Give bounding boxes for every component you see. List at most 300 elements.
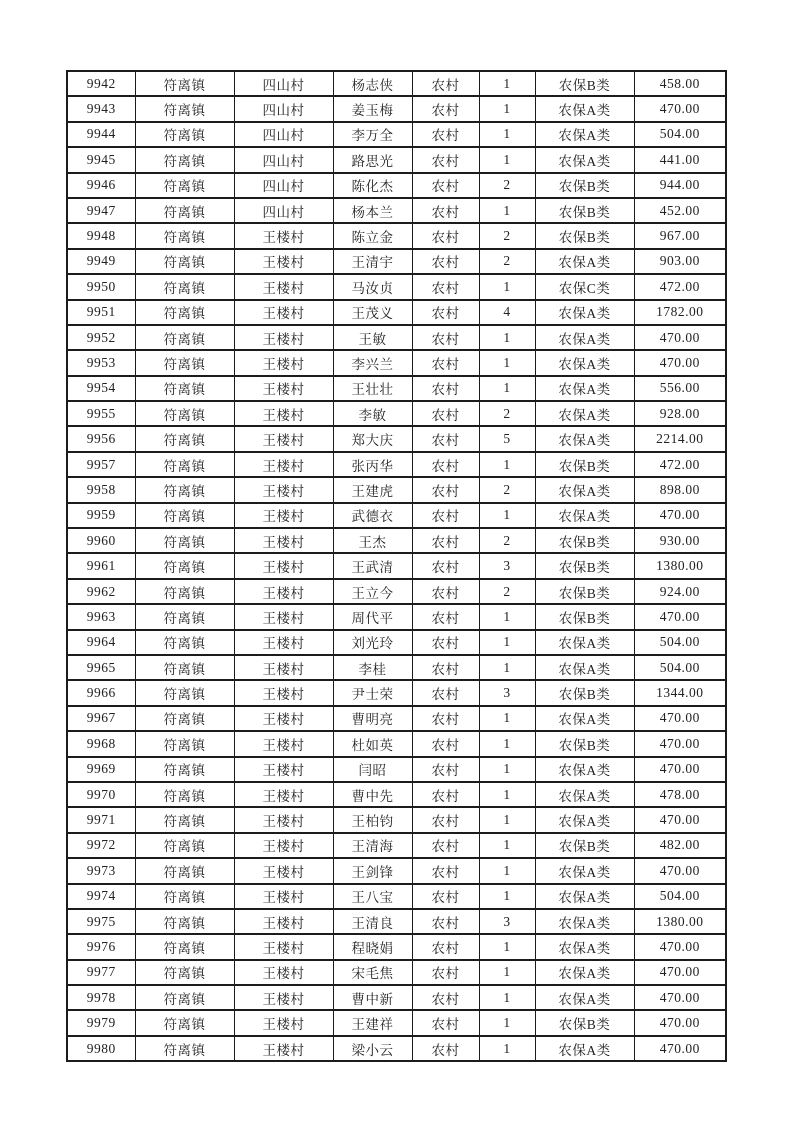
cell-amount: 470.00 bbox=[634, 1036, 726, 1061]
cell-insurance-category: 农保A类 bbox=[535, 757, 634, 782]
cell-residence-type: 农村 bbox=[412, 884, 479, 909]
cell-village: 王楼村 bbox=[234, 376, 333, 401]
cell-person-count: 1 bbox=[479, 325, 535, 350]
cell-person-count: 1 bbox=[479, 985, 535, 1010]
cell-record-number: 9945 bbox=[67, 147, 135, 172]
cell-insurance-category: 农保A类 bbox=[535, 934, 634, 959]
cell-person-name: 李敏 bbox=[333, 401, 412, 426]
cell-person-count: 1 bbox=[479, 757, 535, 782]
cell-insurance-category: 农保A类 bbox=[535, 1036, 634, 1061]
cell-person-count: 1 bbox=[479, 934, 535, 959]
cell-insurance-category: 农保B类 bbox=[535, 528, 634, 553]
cell-person-name: 王清宇 bbox=[333, 249, 412, 274]
cell-record-number: 9964 bbox=[67, 630, 135, 655]
cell-record-number: 9952 bbox=[67, 325, 135, 350]
cell-residence-type: 农村 bbox=[412, 604, 479, 629]
cell-insurance-category: 农保A类 bbox=[535, 96, 634, 121]
cell-village: 王楼村 bbox=[234, 985, 333, 1010]
cell-insurance-category: 农保A类 bbox=[535, 909, 634, 934]
table-row bbox=[67, 1036, 726, 1061]
table-row bbox=[67, 350, 726, 375]
cell-town: 符离镇 bbox=[135, 528, 234, 553]
cell-amount: 472.00 bbox=[634, 274, 726, 299]
cell-insurance-category: 农保A类 bbox=[535, 325, 634, 350]
cell-insurance-category: 农保A类 bbox=[535, 249, 634, 274]
cell-person-count: 1 bbox=[479, 630, 535, 655]
table-row bbox=[67, 249, 726, 274]
table-row bbox=[67, 426, 726, 451]
cell-amount: 478.00 bbox=[634, 782, 726, 807]
cell-amount: 470.00 bbox=[634, 325, 726, 350]
cell-residence-type: 农村 bbox=[412, 401, 479, 426]
cell-residence-type: 农村 bbox=[412, 934, 479, 959]
cell-amount: 504.00 bbox=[634, 884, 726, 909]
cell-person-count: 1 bbox=[479, 782, 535, 807]
cell-person-name: 路思光 bbox=[333, 147, 412, 172]
cell-person-count: 5 bbox=[479, 426, 535, 451]
cell-residence-type: 农村 bbox=[412, 782, 479, 807]
table-row bbox=[67, 503, 726, 528]
cell-insurance-category: 农保B类 bbox=[535, 680, 634, 705]
table-row bbox=[67, 630, 726, 655]
cell-record-number: 9961 bbox=[67, 553, 135, 578]
cell-residence-type: 农村 bbox=[412, 680, 479, 705]
cell-village: 王楼村 bbox=[234, 401, 333, 426]
cell-record-number: 9968 bbox=[67, 731, 135, 756]
cell-record-number: 9947 bbox=[67, 198, 135, 223]
cell-village: 王楼村 bbox=[234, 757, 333, 782]
cell-person-count: 2 bbox=[479, 579, 535, 604]
cell-town: 符离镇 bbox=[135, 934, 234, 959]
table-row bbox=[67, 147, 726, 172]
cell-insurance-category: 农保A类 bbox=[535, 503, 634, 528]
cell-village: 王楼村 bbox=[234, 731, 333, 756]
cell-residence-type: 农村 bbox=[412, 630, 479, 655]
cell-record-number: 9970 bbox=[67, 782, 135, 807]
cell-record-number: 9953 bbox=[67, 350, 135, 375]
cell-person-name: 王武清 bbox=[333, 553, 412, 578]
cell-residence-type: 农村 bbox=[412, 503, 479, 528]
cell-record-number: 9966 bbox=[67, 680, 135, 705]
cell-person-name: 郑大庆 bbox=[333, 426, 412, 451]
cell-insurance-category: 农保B类 bbox=[535, 731, 634, 756]
cell-amount: 470.00 bbox=[634, 807, 726, 832]
cell-town: 符离镇 bbox=[135, 122, 234, 147]
cell-record-number: 9959 bbox=[67, 503, 135, 528]
cell-residence-type: 农村 bbox=[412, 325, 479, 350]
cell-amount: 470.00 bbox=[634, 350, 726, 375]
cell-village: 王楼村 bbox=[234, 579, 333, 604]
table-row bbox=[67, 807, 726, 832]
table-row bbox=[67, 274, 726, 299]
cell-town: 符离镇 bbox=[135, 300, 234, 325]
cell-person-name: 李万全 bbox=[333, 122, 412, 147]
cell-residence-type: 农村 bbox=[412, 1036, 479, 1061]
table-row bbox=[67, 706, 726, 731]
cell-insurance-category: 农保A类 bbox=[535, 706, 634, 731]
cell-insurance-category: 农保B类 bbox=[535, 553, 634, 578]
cell-person-count: 2 bbox=[479, 401, 535, 426]
cell-village: 王楼村 bbox=[234, 934, 333, 959]
cell-person-name: 王敏 bbox=[333, 325, 412, 350]
cell-village: 王楼村 bbox=[234, 884, 333, 909]
cell-person-count: 2 bbox=[479, 173, 535, 198]
cell-amount: 504.00 bbox=[634, 655, 726, 680]
cell-person-name: 王清良 bbox=[333, 909, 412, 934]
cell-village: 四山村 bbox=[234, 122, 333, 147]
cell-residence-type: 农村 bbox=[412, 909, 479, 934]
cell-record-number: 9980 bbox=[67, 1036, 135, 1061]
cell-amount: 441.00 bbox=[634, 147, 726, 172]
cell-record-number: 9963 bbox=[67, 604, 135, 629]
cell-amount: 470.00 bbox=[634, 858, 726, 883]
table-row bbox=[67, 934, 726, 959]
cell-amount: 903.00 bbox=[634, 249, 726, 274]
table-row bbox=[67, 528, 726, 553]
cell-town: 符离镇 bbox=[135, 757, 234, 782]
cell-village: 四山村 bbox=[234, 173, 333, 198]
cell-village: 王楼村 bbox=[234, 503, 333, 528]
cell-person-count: 1 bbox=[479, 350, 535, 375]
cell-town: 符离镇 bbox=[135, 630, 234, 655]
cell-town: 符离镇 bbox=[135, 376, 234, 401]
cell-residence-type: 农村 bbox=[412, 274, 479, 299]
cell-insurance-category: 农保B类 bbox=[535, 198, 634, 223]
cell-record-number: 9978 bbox=[67, 985, 135, 1010]
cell-person-count: 2 bbox=[479, 249, 535, 274]
cell-village: 王楼村 bbox=[234, 223, 333, 248]
cell-residence-type: 农村 bbox=[412, 757, 479, 782]
cell-town: 符离镇 bbox=[135, 147, 234, 172]
cell-amount: 504.00 bbox=[634, 630, 726, 655]
cell-village: 王楼村 bbox=[234, 604, 333, 629]
cell-amount: 967.00 bbox=[634, 223, 726, 248]
cell-person-name: 马汝贞 bbox=[333, 274, 412, 299]
cell-person-name: 王建虎 bbox=[333, 477, 412, 502]
cell-insurance-category: 农保A类 bbox=[535, 884, 634, 909]
table-row bbox=[67, 553, 726, 578]
cell-person-count: 1 bbox=[479, 147, 535, 172]
cell-village: 四山村 bbox=[234, 198, 333, 223]
cell-town: 符离镇 bbox=[135, 833, 234, 858]
cell-amount: 458.00 bbox=[634, 71, 726, 96]
table-row bbox=[67, 452, 726, 477]
cell-village: 王楼村 bbox=[234, 655, 333, 680]
cell-record-number: 9960 bbox=[67, 528, 135, 553]
cell-insurance-category: 农保A类 bbox=[535, 147, 634, 172]
cell-record-number: 9979 bbox=[67, 1010, 135, 1035]
table-row bbox=[67, 223, 726, 248]
table-row bbox=[67, 655, 726, 680]
cell-town: 符离镇 bbox=[135, 350, 234, 375]
cell-person-name: 李桂 bbox=[333, 655, 412, 680]
cell-insurance-category: 农保A类 bbox=[535, 426, 634, 451]
cell-insurance-category: 农保B类 bbox=[535, 71, 634, 96]
cell-record-number: 9949 bbox=[67, 249, 135, 274]
cell-amount: 452.00 bbox=[634, 198, 726, 223]
cell-town: 符离镇 bbox=[135, 223, 234, 248]
cell-person-count: 1 bbox=[479, 71, 535, 96]
pension-roster-table bbox=[66, 70, 727, 1062]
cell-insurance-category: 农保B类 bbox=[535, 604, 634, 629]
cell-insurance-category: 农保A类 bbox=[535, 985, 634, 1010]
cell-person-name: 杜如英 bbox=[333, 731, 412, 756]
cell-town: 符离镇 bbox=[135, 884, 234, 909]
cell-town: 符离镇 bbox=[135, 858, 234, 883]
cell-person-name: 宋毛焦 bbox=[333, 960, 412, 985]
cell-person-count: 2 bbox=[479, 528, 535, 553]
cell-record-number: 9977 bbox=[67, 960, 135, 985]
cell-village: 王楼村 bbox=[234, 833, 333, 858]
table-row bbox=[67, 858, 726, 883]
table-row bbox=[67, 477, 726, 502]
cell-village: 王楼村 bbox=[234, 553, 333, 578]
cell-record-number: 9950 bbox=[67, 274, 135, 299]
cell-person-name: 武德衣 bbox=[333, 503, 412, 528]
cell-record-number: 9948 bbox=[67, 223, 135, 248]
cell-village: 王楼村 bbox=[234, 706, 333, 731]
cell-village: 王楼村 bbox=[234, 1036, 333, 1061]
cell-village: 王楼村 bbox=[234, 426, 333, 451]
cell-amount: 470.00 bbox=[634, 503, 726, 528]
cell-residence-type: 农村 bbox=[412, 300, 479, 325]
cell-village: 王楼村 bbox=[234, 960, 333, 985]
cell-record-number: 9958 bbox=[67, 477, 135, 502]
cell-insurance-category: 农保A类 bbox=[535, 807, 634, 832]
cell-insurance-category: 农保B类 bbox=[535, 833, 634, 858]
cell-person-count: 1 bbox=[479, 884, 535, 909]
cell-town: 符离镇 bbox=[135, 503, 234, 528]
cell-amount: 472.00 bbox=[634, 452, 726, 477]
cell-insurance-category: 农保B类 bbox=[535, 173, 634, 198]
cell-person-name: 张丙华 bbox=[333, 452, 412, 477]
cell-town: 符离镇 bbox=[135, 655, 234, 680]
cell-residence-type: 农村 bbox=[412, 71, 479, 96]
table-row bbox=[67, 173, 726, 198]
cell-record-number: 9946 bbox=[67, 173, 135, 198]
cell-residence-type: 农村 bbox=[412, 350, 479, 375]
table-row bbox=[67, 731, 726, 756]
cell-person-name: 刘光玲 bbox=[333, 630, 412, 655]
cell-person-name: 王柏钧 bbox=[333, 807, 412, 832]
cell-residence-type: 农村 bbox=[412, 426, 479, 451]
cell-insurance-category: 农保B类 bbox=[535, 223, 634, 248]
cell-insurance-category: 农保A类 bbox=[535, 630, 634, 655]
table-row bbox=[67, 198, 726, 223]
cell-amount: 1380.00 bbox=[634, 909, 726, 934]
cell-person-name: 曹明亮 bbox=[333, 706, 412, 731]
cell-residence-type: 农村 bbox=[412, 477, 479, 502]
cell-person-name: 姜玉梅 bbox=[333, 96, 412, 121]
cell-residence-type: 农村 bbox=[412, 731, 479, 756]
cell-person-count: 1 bbox=[479, 706, 535, 731]
cell-person-name: 王立今 bbox=[333, 579, 412, 604]
cell-person-count: 1 bbox=[479, 122, 535, 147]
cell-record-number: 9955 bbox=[67, 401, 135, 426]
cell-person-count: 1 bbox=[479, 858, 535, 883]
cell-residence-type: 农村 bbox=[412, 655, 479, 680]
cell-residence-type: 农村 bbox=[412, 960, 479, 985]
cell-amount: 470.00 bbox=[634, 731, 726, 756]
cell-amount: 928.00 bbox=[634, 401, 726, 426]
cell-amount: 470.00 bbox=[634, 96, 726, 121]
cell-residence-type: 农村 bbox=[412, 223, 479, 248]
cell-insurance-category: 农保B类 bbox=[535, 452, 634, 477]
table-row bbox=[67, 1010, 726, 1035]
cell-amount: 470.00 bbox=[634, 757, 726, 782]
cell-amount: 1782.00 bbox=[634, 300, 726, 325]
cell-town: 符离镇 bbox=[135, 401, 234, 426]
cell-amount: 482.00 bbox=[634, 833, 726, 858]
cell-person-name: 王八宝 bbox=[333, 884, 412, 909]
cell-person-count: 2 bbox=[479, 223, 535, 248]
cell-amount: 556.00 bbox=[634, 376, 726, 401]
cell-village: 王楼村 bbox=[234, 782, 333, 807]
cell-record-number: 9971 bbox=[67, 807, 135, 832]
cell-town: 符离镇 bbox=[135, 325, 234, 350]
cell-insurance-category: 农保A类 bbox=[535, 401, 634, 426]
cell-person-name: 王剑锋 bbox=[333, 858, 412, 883]
table-row bbox=[67, 325, 726, 350]
cell-person-count: 1 bbox=[479, 731, 535, 756]
cell-person-count: 1 bbox=[479, 1036, 535, 1061]
cell-residence-type: 农村 bbox=[412, 147, 479, 172]
table-row bbox=[67, 122, 726, 147]
table-row bbox=[67, 757, 726, 782]
cell-town: 符离镇 bbox=[135, 579, 234, 604]
cell-person-name: 程晓娟 bbox=[333, 934, 412, 959]
cell-person-count: 1 bbox=[479, 807, 535, 832]
cell-record-number: 9972 bbox=[67, 833, 135, 858]
table-row bbox=[67, 909, 726, 934]
cell-residence-type: 农村 bbox=[412, 122, 479, 147]
cell-residence-type: 农村 bbox=[412, 452, 479, 477]
cell-person-count: 1 bbox=[479, 604, 535, 629]
cell-amount: 470.00 bbox=[634, 604, 726, 629]
cell-town: 符离镇 bbox=[135, 96, 234, 121]
cell-person-name: 周代平 bbox=[333, 604, 412, 629]
cell-person-name: 曹中新 bbox=[333, 985, 412, 1010]
cell-residence-type: 农村 bbox=[412, 579, 479, 604]
cell-residence-type: 农村 bbox=[412, 249, 479, 274]
cell-town: 符离镇 bbox=[135, 604, 234, 629]
cell-town: 符离镇 bbox=[135, 553, 234, 578]
cell-record-number: 9943 bbox=[67, 96, 135, 121]
cell-amount: 470.00 bbox=[634, 1010, 726, 1035]
cell-person-name: 闫昭 bbox=[333, 757, 412, 782]
cell-village: 王楼村 bbox=[234, 477, 333, 502]
cell-person-name: 王建祥 bbox=[333, 1010, 412, 1035]
cell-insurance-category: 农保A类 bbox=[535, 782, 634, 807]
cell-person-count: 1 bbox=[479, 274, 535, 299]
cell-insurance-category: 农保C类 bbox=[535, 274, 634, 299]
cell-amount: 898.00 bbox=[634, 477, 726, 502]
cell-town: 符离镇 bbox=[135, 71, 234, 96]
cell-village: 四山村 bbox=[234, 71, 333, 96]
cell-person-name: 尹士荣 bbox=[333, 680, 412, 705]
cell-person-count: 1 bbox=[479, 960, 535, 985]
cell-town: 符离镇 bbox=[135, 680, 234, 705]
cell-village: 四山村 bbox=[234, 147, 333, 172]
cell-residence-type: 农村 bbox=[412, 706, 479, 731]
cell-town: 符离镇 bbox=[135, 731, 234, 756]
cell-record-number: 9957 bbox=[67, 452, 135, 477]
cell-person-name: 陈化杰 bbox=[333, 173, 412, 198]
table-row bbox=[67, 71, 726, 96]
cell-record-number: 9942 bbox=[67, 71, 135, 96]
cell-insurance-category: 农保A类 bbox=[535, 300, 634, 325]
cell-record-number: 9973 bbox=[67, 858, 135, 883]
cell-residence-type: 农村 bbox=[412, 985, 479, 1010]
cell-insurance-category: 农保A类 bbox=[535, 350, 634, 375]
table-row bbox=[67, 985, 726, 1010]
cell-record-number: 9974 bbox=[67, 884, 135, 909]
cell-person-name: 王壮壮 bbox=[333, 376, 412, 401]
cell-insurance-category: 农保A类 bbox=[535, 122, 634, 147]
cell-person-count: 1 bbox=[479, 1010, 535, 1035]
cell-town: 符离镇 bbox=[135, 249, 234, 274]
cell-person-name: 王茂义 bbox=[333, 300, 412, 325]
table-row bbox=[67, 960, 726, 985]
cell-person-name: 王杰 bbox=[333, 528, 412, 553]
cell-residence-type: 农村 bbox=[412, 173, 479, 198]
cell-residence-type: 农村 bbox=[412, 528, 479, 553]
cell-village: 王楼村 bbox=[234, 249, 333, 274]
cell-amount: 924.00 bbox=[634, 579, 726, 604]
cell-record-number: 9976 bbox=[67, 934, 135, 959]
cell-village: 王楼村 bbox=[234, 325, 333, 350]
cell-insurance-category: 农保B类 bbox=[535, 579, 634, 604]
cell-record-number: 9965 bbox=[67, 655, 135, 680]
table-row bbox=[67, 300, 726, 325]
cell-village: 王楼村 bbox=[234, 807, 333, 832]
cell-residence-type: 农村 bbox=[412, 858, 479, 883]
cell-person-count: 1 bbox=[479, 376, 535, 401]
table-row bbox=[67, 579, 726, 604]
cell-person-count: 2 bbox=[479, 477, 535, 502]
cell-amount: 1380.00 bbox=[634, 553, 726, 578]
cell-town: 符离镇 bbox=[135, 1010, 234, 1035]
cell-person-name: 陈立金 bbox=[333, 223, 412, 248]
cell-town: 符离镇 bbox=[135, 477, 234, 502]
cell-person-count: 4 bbox=[479, 300, 535, 325]
cell-insurance-category: 农保A类 bbox=[535, 960, 634, 985]
cell-person-name: 杨本兰 bbox=[333, 198, 412, 223]
table-row bbox=[67, 604, 726, 629]
cell-village: 王楼村 bbox=[234, 680, 333, 705]
cell-person-count: 3 bbox=[479, 553, 535, 578]
cell-town: 符离镇 bbox=[135, 1036, 234, 1061]
cell-person-count: 3 bbox=[479, 909, 535, 934]
cell-record-number: 9962 bbox=[67, 579, 135, 604]
cell-person-count: 1 bbox=[479, 96, 535, 121]
cell-amount: 2214.00 bbox=[634, 426, 726, 451]
cell-insurance-category: 农保A类 bbox=[535, 858, 634, 883]
cell-town: 符离镇 bbox=[135, 426, 234, 451]
cell-insurance-category: 农保A类 bbox=[535, 655, 634, 680]
cell-person-name: 李兴兰 bbox=[333, 350, 412, 375]
cell-insurance-category: 农保A类 bbox=[535, 477, 634, 502]
cell-person-name: 杨志侠 bbox=[333, 71, 412, 96]
cell-town: 符离镇 bbox=[135, 452, 234, 477]
cell-record-number: 9951 bbox=[67, 300, 135, 325]
cell-amount: 470.00 bbox=[634, 960, 726, 985]
cell-town: 符离镇 bbox=[135, 807, 234, 832]
cell-person-count: 3 bbox=[479, 680, 535, 705]
cell-person-count: 1 bbox=[479, 655, 535, 680]
cell-person-count: 1 bbox=[479, 833, 535, 858]
cell-person-name: 梁小云 bbox=[333, 1036, 412, 1061]
